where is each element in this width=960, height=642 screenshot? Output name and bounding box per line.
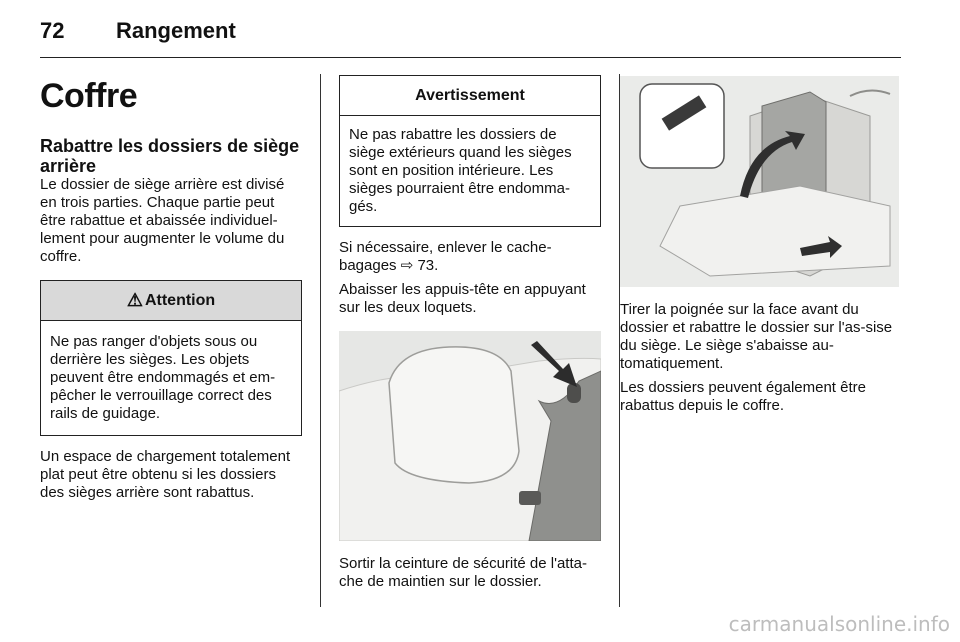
flat-space-paragraph: Un espace de chargement totalement plat peut être obtenu si les dossiers des sièges arrière sont rabattus. [40, 448, 291, 501]
headrest-paragraph: Abaisser les appuis-tête en appuyant sur les deux loquets. [339, 281, 586, 316]
warning-text: Ne pas rabattre les dossiers de siège extérieurs quand les sièges sont en position intérieure. Les sièges pourraient être endomma-gés. [349, 126, 572, 215]
warning-triangle-icon: ⚠ [126, 290, 143, 310]
pull-handle-paragraph: Tirer la poignée sur la face avant du dossier et rabattre le dossier sur l'as-sise du siège. Le siège s'abaisse au-tomatiquement. [620, 301, 893, 372]
seatback-illustration [620, 76, 899, 287]
warning-header [340, 76, 600, 116]
warning-box [339, 75, 601, 227]
seatbelt-paragraph: Sortir la ceinture de sécurité de l'atta-che de maintien sur le dossier. [339, 555, 587, 590]
attention-box [40, 280, 302, 436]
chapter-title: Rangement [116, 18, 236, 43]
attention-text: Ne pas ranger d'objets sous ou derrière les sièges. Les objets peuvent être endommagés et em-pêcher le verrouillage correct des rails de guidage. [50, 333, 276, 422]
attention-header [41, 281, 301, 321]
section-title: Coffre [40, 77, 138, 115]
warning-title: Avertissement [415, 86, 525, 104]
intro-paragraph: Le dossier de siège arrière est divisé en trois parties. Chaque partie peut être rabattue et abaissée individuel-lement pour augmenter le volume du coffre. [40, 176, 285, 265]
page-number: 72 [40, 18, 65, 43]
headrest-illustration [339, 331, 601, 541]
column-2 [339, 65, 601, 591]
column-1 [40, 66, 302, 502]
seatback-drawing [620, 76, 899, 287]
headrest-drawing [339, 331, 601, 541]
header-rule [40, 57, 901, 58]
attention-title: Attention [144, 291, 216, 309]
cover-paragraph: Si nécessaire, enlever le cache-bagages ⇨ 73. [339, 239, 552, 274]
from-trunk-paragraph: Les dossiers peuvent également être rabattus depuis le coffre. [620, 379, 866, 414]
watermark: carmanualsonline.info [728, 612, 950, 636]
sub-title: Rabattre les dossiers de siège arrière [40, 136, 300, 176]
column-3 [620, 76, 900, 415]
column-divider-1 [320, 74, 321, 607]
